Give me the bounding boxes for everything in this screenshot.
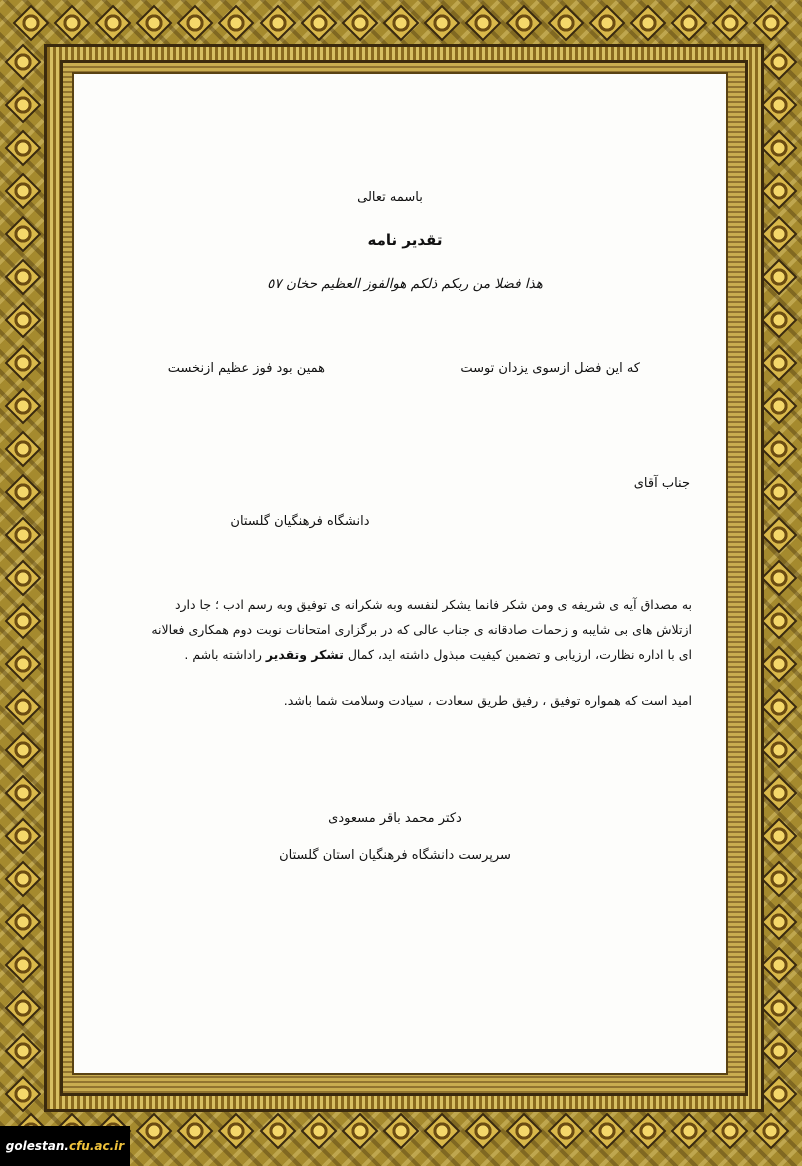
frame-left-ornaments xyxy=(6,40,40,1116)
letter-body xyxy=(100,592,692,667)
watermark-accent: cfu.ac.ir xyxy=(68,1139,125,1153)
certificate-paper xyxy=(72,72,728,1075)
body-line-3-start: ای با اداره نظارت، ارزیابی و تضمین کیفیت مبذول داشته اید، کمال xyxy=(347,647,692,662)
recipient-organization: دانشگاه فرهنگیان گلستان xyxy=(230,514,370,529)
body-line-3-end: راداشته باشم . xyxy=(184,647,262,662)
invocation: باسمه تعالی xyxy=(357,190,423,205)
watermark-prefix: golestan. xyxy=(5,1139,69,1153)
site-watermark xyxy=(0,1126,130,1166)
body-line-3 xyxy=(100,642,692,667)
closing-wish: امید است که همواره توفیق ، رفیق طریق سعادت ، سیادت وسلامت شما باشد. xyxy=(283,693,692,708)
thanks-emphasis: تشکر وتقدیر xyxy=(265,647,344,662)
signatory-name: دکتر محمد باقر مسعودی xyxy=(328,811,462,826)
quran-verse: هذا فضلا من ربکم ذلکم هوالفوز العظیم حخان ٥٧ xyxy=(267,276,543,292)
frame-right-ornaments xyxy=(762,40,796,1116)
poem-hemistich-left: همین بود فوز عظیم ازنخست xyxy=(167,361,325,376)
salutation: جناب آقای xyxy=(633,476,690,491)
frame-top-ornaments xyxy=(10,6,792,40)
body-line-1: به مصداق آیه ی شریفه ی ومن شکر فانما یشکر لنفسه وبه شکرانه ی توفیق وبه رسم ادب ؛ جا دارد xyxy=(174,597,692,612)
poem-hemistich-right: که این فضل ازسوی یزدان توست xyxy=(460,361,640,376)
signatory-title: سرپرست دانشگاه فرهنگیان استان گلستان xyxy=(279,848,511,863)
body-line-2: ازتلاش های بی شایبه و زحمات صادقانه ی جناب عالی که در برگزاری امتحانات نوبت دوم همکاری فعالانه xyxy=(151,622,692,637)
letter-title: تقدیر نامه xyxy=(367,231,443,249)
